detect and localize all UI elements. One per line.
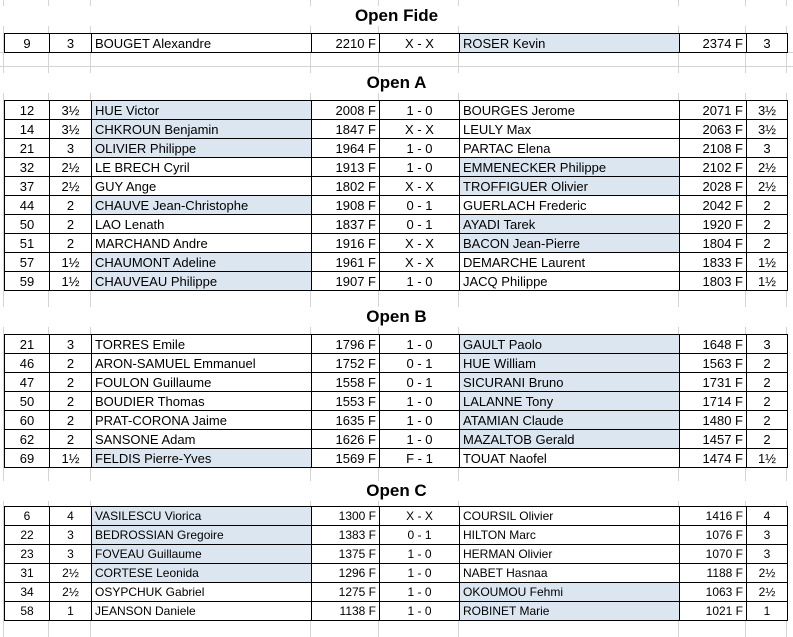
player1-points-cell: 2 <box>50 196 92 215</box>
board-number-cell: 57 <box>5 253 50 272</box>
table-row <box>5 354 788 373</box>
table-row <box>5 449 788 468</box>
player2-rating-cell: 1021 F <box>680 602 747 621</box>
player2-points-cell: 3 <box>747 335 788 354</box>
player2-rating-cell: 1076 F <box>680 526 747 545</box>
player1-name-cell: ARON-SAMUEL Emmanuel <box>92 354 312 373</box>
player2-points-cell: 2 <box>747 196 788 215</box>
board-number-cell: 9 <box>5 34 50 53</box>
pairings-table <box>4 33 788 53</box>
player1-rating-cell: 1635 F <box>312 411 380 430</box>
table-row <box>5 392 788 411</box>
player1-rating-cell: 1796 F <box>312 335 380 354</box>
table-row <box>5 101 788 120</box>
board-number-cell: 21 <box>5 335 50 354</box>
player1-rating-cell: 1296 F <box>312 564 380 583</box>
result-cell: 1 - 0 <box>380 602 460 621</box>
board-number-cell: 50 <box>5 392 50 411</box>
table-row <box>5 545 788 564</box>
player1-points-cell: 2 <box>50 430 92 449</box>
table-row <box>5 215 788 234</box>
player1-name-cell: MARCHAND Andre <box>92 234 312 253</box>
result-cell: 0 - 1 <box>380 526 460 545</box>
board-number-cell: 62 <box>5 430 50 449</box>
result-cell: 1 - 0 <box>380 335 460 354</box>
player1-rating-cell: 1138 F <box>312 602 380 621</box>
player2-name-cell: PARTAC Elena <box>460 139 680 158</box>
player2-points-cell: 3 <box>747 545 788 564</box>
player2-name-cell: HUE William <box>460 354 680 373</box>
player1-name-cell: SANSONE Adam <box>92 430 312 449</box>
player2-rating-cell: 1563 F <box>680 354 747 373</box>
player1-points-cell: 1½ <box>50 272 92 291</box>
board-number-cell: 34 <box>5 583 50 602</box>
table-row <box>5 253 788 272</box>
player1-name-cell: FELDIS Pierre-Yves <box>92 449 312 468</box>
player2-rating-cell: 1416 F <box>680 507 747 526</box>
player1-name-cell: OLIVIER Philippe <box>92 139 312 158</box>
player1-name-cell: VASILESCU Viorica <box>92 507 312 526</box>
player1-name-cell: BOUDIER Thomas <box>92 392 312 411</box>
player2-rating-cell: 1648 F <box>680 335 747 354</box>
player1-rating-cell: 1907 F <box>312 272 380 291</box>
player2-points-cell: 2 <box>747 354 788 373</box>
player1-name-cell: CHAUVEAU Philippe <box>92 272 312 291</box>
player2-name-cell: TROFFIGUER Olivier <box>460 177 680 196</box>
result-cell: 1 - 0 <box>380 139 460 158</box>
player2-points-cell: 2 <box>747 411 788 430</box>
player2-points-cell: 3 <box>747 139 788 158</box>
board-number-cell: 12 <box>5 101 50 120</box>
player1-points-cell: 2 <box>50 354 92 373</box>
player1-name-cell: BOUGET Alexandre <box>92 34 312 53</box>
player1-points-cell: 2 <box>50 373 92 392</box>
player1-rating-cell: 1916 F <box>312 234 380 253</box>
player2-name-cell: BOURGES Jerome <box>460 101 680 120</box>
result-cell: X - X <box>380 234 460 253</box>
player1-rating-cell: 1961 F <box>312 253 380 272</box>
player2-name-cell: LALANNE Tony <box>460 392 680 411</box>
player2-name-cell: ROBINET Marie <box>460 602 680 621</box>
player2-name-cell: BACON Jean-Pierre <box>460 234 680 253</box>
player1-name-cell: LAO Lenath <box>92 215 312 234</box>
player2-rating-cell: 2042 F <box>680 196 747 215</box>
player1-rating-cell: 1752 F <box>312 354 380 373</box>
player2-rating-cell: 2374 F <box>680 34 747 53</box>
player1-points-cell: 2½ <box>50 564 92 583</box>
section-title <box>0 73 793 93</box>
player2-points-cell: 2½ <box>747 158 788 177</box>
board-number-cell: 14 <box>5 120 50 139</box>
player2-rating-cell: 2071 F <box>680 101 747 120</box>
player1-points-cell: 1 <box>50 602 92 621</box>
player1-rating-cell: 1847 F <box>312 120 380 139</box>
table-row <box>5 139 788 158</box>
player1-name-cell: HUE Victor <box>92 101 312 120</box>
result-cell: 0 - 1 <box>380 215 460 234</box>
board-number-cell: 21 <box>5 139 50 158</box>
player2-rating-cell: 1070 F <box>680 545 747 564</box>
player1-points-cell: 2 <box>50 411 92 430</box>
table-row <box>5 196 788 215</box>
player2-rating-cell: 1063 F <box>680 583 747 602</box>
board-number-cell: 69 <box>5 449 50 468</box>
section-title <box>0 307 793 327</box>
player2-name-cell: HILTON Marc <box>460 526 680 545</box>
result-cell: X - X <box>380 177 460 196</box>
player2-rating-cell: 1833 F <box>680 253 747 272</box>
result-cell: 1 - 0 <box>380 158 460 177</box>
player1-points-cell: 4 <box>50 507 92 526</box>
player2-name-cell: GUERLACH Frederic <box>460 196 680 215</box>
table-row <box>5 120 788 139</box>
section-title-text: Open B <box>0 307 793 327</box>
board-number-cell: 22 <box>5 526 50 545</box>
player2-name-cell: SICURANI Bruno <box>460 373 680 392</box>
player2-name-cell: TOUAT Naofel <box>460 449 680 468</box>
player2-points-cell: 2½ <box>747 177 788 196</box>
player2-points-cell: 2 <box>747 215 788 234</box>
board-number-cell: 50 <box>5 215 50 234</box>
section-title-text: Open A <box>0 73 793 93</box>
player1-rating-cell: 1300 F <box>312 507 380 526</box>
player1-rating-cell: 1569 F <box>312 449 380 468</box>
player1-name-cell: JEANSON Daniele <box>92 602 312 621</box>
player1-name-cell: CHAUMONT Adeline <box>92 253 312 272</box>
player2-points-cell: 2½ <box>747 564 788 583</box>
board-number-cell: 6 <box>5 507 50 526</box>
table-row <box>5 411 788 430</box>
player2-name-cell: AYADI Tarek <box>460 215 680 234</box>
player1-rating-cell: 1275 F <box>312 583 380 602</box>
player1-points-cell: 1½ <box>50 253 92 272</box>
player2-rating-cell: 2028 F <box>680 177 747 196</box>
table-row <box>5 583 788 602</box>
board-number-cell: 37 <box>5 177 50 196</box>
table-row <box>5 158 788 177</box>
player2-name-cell: ATAMIAN Claude <box>460 411 680 430</box>
player1-points-cell: 2½ <box>50 177 92 196</box>
player2-points-cell: 2 <box>747 392 788 411</box>
player2-rating-cell: 1803 F <box>680 272 747 291</box>
result-cell: 1 - 0 <box>380 564 460 583</box>
player2-rating-cell: 1457 F <box>680 430 747 449</box>
result-cell: 0 - 1 <box>380 373 460 392</box>
board-number-cell: 58 <box>5 602 50 621</box>
pairings-table <box>4 100 788 291</box>
player2-points-cell: 1½ <box>747 272 788 291</box>
player2-points-cell: 4 <box>747 507 788 526</box>
result-cell: 1 - 0 <box>380 411 460 430</box>
player2-rating-cell: 2102 F <box>680 158 747 177</box>
result-cell: 1 - 0 <box>380 430 460 449</box>
player2-points-cell: 3½ <box>747 120 788 139</box>
player1-points-cell: 2 <box>50 215 92 234</box>
player2-rating-cell: 1188 F <box>680 564 747 583</box>
result-cell: 1 - 0 <box>380 101 460 120</box>
result-cell: X - X <box>380 507 460 526</box>
player1-points-cell: 3½ <box>50 101 92 120</box>
table-row <box>5 177 788 196</box>
player2-name-cell: OKOUMOU Fehmi <box>460 583 680 602</box>
player1-name-cell: FOVEAU Guillaume <box>92 545 312 564</box>
player2-rating-cell: 2108 F <box>680 139 747 158</box>
player1-rating-cell: 1383 F <box>312 526 380 545</box>
player1-points-cell: 1½ <box>50 449 92 468</box>
result-cell: 0 - 1 <box>380 196 460 215</box>
player2-rating-cell: 1714 F <box>680 392 747 411</box>
result-cell: 0 - 1 <box>380 354 460 373</box>
player2-rating-cell: 1731 F <box>680 373 747 392</box>
player1-points-cell: 3 <box>50 335 92 354</box>
pairings-table <box>4 334 788 468</box>
result-cell: 1 - 0 <box>380 392 460 411</box>
player2-name-cell: LEULY Max <box>460 120 680 139</box>
table-row <box>5 234 788 253</box>
player2-points-cell: 3 <box>747 526 788 545</box>
table-row <box>5 564 788 583</box>
player1-points-cell: 2½ <box>50 583 92 602</box>
player1-points-cell: 3 <box>50 526 92 545</box>
board-number-cell: 23 <box>5 545 50 564</box>
result-cell: X - X <box>380 253 460 272</box>
player2-points-cell: 2 <box>747 234 788 253</box>
player2-points-cell: 3 <box>747 34 788 53</box>
player2-name-cell: ROSER Kevin <box>460 34 680 53</box>
player2-points-cell: 1 <box>747 602 788 621</box>
player2-name-cell: MAZALTOB Gerald <box>460 430 680 449</box>
player1-name-cell: BEDROSSIAN Gregoire <box>92 526 312 545</box>
player1-rating-cell: 1964 F <box>312 139 380 158</box>
section-title-text: Open Fide <box>0 6 793 26</box>
table-row <box>5 34 788 53</box>
board-number-cell: 47 <box>5 373 50 392</box>
board-number-cell: 51 <box>5 234 50 253</box>
player1-rating-cell: 1913 F <box>312 158 380 177</box>
player1-rating-cell: 1558 F <box>312 373 380 392</box>
table-row <box>5 373 788 392</box>
player2-name-cell: HERMAN Olivier <box>460 545 680 564</box>
table-row <box>5 526 788 545</box>
player2-name-cell: NABET Hasnaa <box>460 564 680 583</box>
pairings-table <box>4 506 788 621</box>
player1-points-cell: 2½ <box>50 158 92 177</box>
player2-rating-cell: 2063 F <box>680 120 747 139</box>
board-number-cell: 59 <box>5 272 50 291</box>
player1-rating-cell: 1837 F <box>312 215 380 234</box>
player1-rating-cell: 1553 F <box>312 392 380 411</box>
table-row <box>5 430 788 449</box>
player2-rating-cell: 1920 F <box>680 215 747 234</box>
player2-points-cell: 2 <box>747 430 788 449</box>
player2-rating-cell: 1474 F <box>680 449 747 468</box>
player2-name-cell: JACQ Philippe <box>460 272 680 291</box>
player1-points-cell: 3½ <box>50 120 92 139</box>
table-row <box>5 335 788 354</box>
player1-name-cell: CHAUVE Jean-Christophe <box>92 196 312 215</box>
board-number-cell: 44 <box>5 196 50 215</box>
player1-rating-cell: 1908 F <box>312 196 380 215</box>
player1-rating-cell: 1802 F <box>312 177 380 196</box>
section-title-text: Open C <box>0 481 793 501</box>
player1-rating-cell: 2008 F <box>312 101 380 120</box>
board-number-cell: 46 <box>5 354 50 373</box>
player1-name-cell: CORTESE Leonida <box>92 564 312 583</box>
player2-points-cell: 1½ <box>747 449 788 468</box>
section-title <box>0 6 793 26</box>
table-row <box>5 272 788 291</box>
result-cell: F - 1 <box>380 449 460 468</box>
result-cell: 1 - 0 <box>380 545 460 564</box>
player1-points-cell: 3 <box>50 139 92 158</box>
player2-points-cell: 2 <box>747 373 788 392</box>
result-cell: X - X <box>380 34 460 53</box>
grid-row-line <box>0 66 793 67</box>
player2-points-cell: 3½ <box>747 101 788 120</box>
section-title <box>0 481 793 501</box>
player1-name-cell: PRAT-CORONA Jaime <box>92 411 312 430</box>
player2-rating-cell: 1480 F <box>680 411 747 430</box>
player2-name-cell: EMMENECKER Philippe <box>460 158 680 177</box>
player1-points-cell: 2 <box>50 392 92 411</box>
player1-name-cell: FOULON Guillaume <box>92 373 312 392</box>
player2-name-cell: COURSIL Olivier <box>460 507 680 526</box>
player1-name-cell: LE BRECH Cyril <box>92 158 312 177</box>
player1-rating-cell: 1375 F <box>312 545 380 564</box>
result-cell: X - X <box>380 120 460 139</box>
player1-rating-cell: 1626 F <box>312 430 380 449</box>
player2-points-cell: 2½ <box>747 583 788 602</box>
player2-points-cell: 1½ <box>747 253 788 272</box>
board-number-cell: 31 <box>5 564 50 583</box>
table-row <box>5 507 788 526</box>
player1-points-cell: 3 <box>50 545 92 564</box>
player2-name-cell: GAULT Paolo <box>460 335 680 354</box>
result-cell: 1 - 0 <box>380 272 460 291</box>
player1-name-cell: CHKROUN Benjamin <box>92 120 312 139</box>
player1-name-cell: GUY Ange <box>92 177 312 196</box>
player2-rating-cell: 1804 F <box>680 234 747 253</box>
player1-name-cell: OSYPCHUK Gabriel <box>92 583 312 602</box>
player1-points-cell: 3 <box>50 34 92 53</box>
board-number-cell: 60 <box>5 411 50 430</box>
player1-points-cell: 2 <box>50 234 92 253</box>
result-cell: 1 - 0 <box>380 583 460 602</box>
player1-name-cell: TORRES Emile <box>92 335 312 354</box>
player2-name-cell: DEMARCHE Laurent <box>460 253 680 272</box>
player1-rating-cell: 2210 F <box>312 34 380 53</box>
table-row <box>5 602 788 621</box>
board-number-cell: 32 <box>5 158 50 177</box>
